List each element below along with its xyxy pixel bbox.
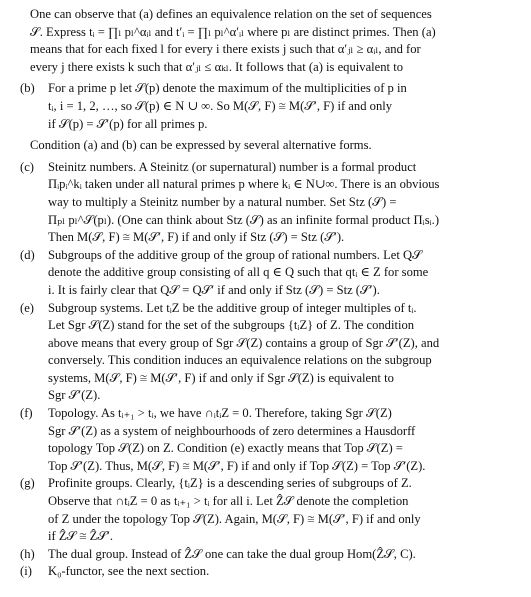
item-profinite-groups (12, 475, 519, 545)
text-line: Sgr 𝒮′(Z) as a system of neighbourhoods of zero determines a Hausdorff (48, 423, 416, 438)
text-line: Πᵢpᵢ^kᵢ taken under all natural primes p where kᵢ ∈ N∪∞. There is an obvious (48, 177, 440, 192)
middle-paragraph: Condition (a) and (b) can be expressed by several alternative forms. (30, 138, 372, 153)
text-line: topology Top 𝒮(Z) on Z. Condition (e) exactly means that Top 𝒮(Z) = (48, 441, 403, 456)
text-line: Steinitz numbers. A Steinitz (or supernatural) number is a formal product (48, 159, 417, 174)
text-line: every j there exists k such that α′ⱼₗ ≤ αₖₗ. It follows that (a) is equivalent to (30, 59, 403, 74)
text-line: above means that every group of Sgr 𝒮(Z) contains a group of Sgr 𝒮′(Z), and (48, 335, 440, 350)
text-line: 𝒮. Express tᵢ = ∏ₗ pₗ^αᵢₗ and t′ᵢ = ∏ₗ pₗ^α′ᵢₗ where pₗ are distinct primes. Then (a) (30, 24, 436, 39)
item-label: (c) (20, 159, 34, 174)
text-line: conversely. This condition induces an equivalence relations on the subgroup (48, 353, 432, 368)
text-line: Then M(𝒮, F) ≅ M(𝒮′, F) if and only if Stz (𝒮) = Stz (𝒮′). (48, 230, 345, 245)
text-line: tᵢ, i = 1, 2, …, so 𝒮(p) ∈ N ∪ ∞. So M(𝒮, F) ≅ M(𝒮′, F) if and only (48, 98, 393, 113)
text-line: if 𝒮(p) = 𝒮′(p) for all primes p. (48, 116, 208, 131)
condition-b (12, 80, 519, 133)
text-line: denote the additive group consisting of all q ∈ Q such that qtᵢ ∈ Z for some (48, 265, 429, 280)
text-line: means that for each fixed l for every i there exists j such that α′ⱼₗ ≥ αᵢₗ, and for (30, 42, 421, 57)
text-line: Profinite groups. Clearly, {tᵢZ} is a descending series of subgroups of Z. (48, 476, 412, 491)
item-label: (i) (20, 564, 32, 579)
item-label: (d) (20, 247, 35, 262)
text-line: Πₚₗ pₗ^𝒮(pₗ). (One can think about Stz (𝒮) as an infinite formal product Πᵢsᵢ.) (48, 212, 440, 227)
text-line: if Ẑ𝒮 ≅ Ẑ𝒮′. (48, 529, 114, 544)
text-line: Top 𝒮′(Z). Thus, M(𝒮, F) ≅ M(𝒮′, F) if and only if Top 𝒮(Z) = Top 𝒮′(Z). (48, 458, 426, 473)
item-k0-functor (12, 563, 519, 581)
text-line: Topology. As tᵢ₊₁ > tᵢ, we have ∩ᵢtᵢZ = 0. Therefore, taking Sgr 𝒮(Z) (48, 406, 392, 421)
item-label: (e) (20, 300, 34, 315)
text-line: Let Sgr 𝒮(Z) stand for the set of the subgroups {tᵢZ} of Z. The condition (48, 318, 415, 333)
text-line: Observe that ∩tᵢZ = 0 as tᵢ₊₁ > tᵢ for all i. Let Ẑ𝒮 denote the completion (48, 494, 409, 509)
text-line: systems, M(𝒮, F) ≅ M(𝒮′, F) if and only if Sgr 𝒮(Z) is equivalent to (48, 370, 394, 385)
item-rational-subgroups (12, 247, 519, 300)
text-line: Sgr 𝒮′(Z). (48, 388, 101, 403)
item-topology (12, 405, 519, 475)
item-label: (g) (20, 476, 35, 491)
text-line: Subgroup systems. Let tᵢZ be the additive group of integer multiples of tᵢ. (48, 300, 417, 315)
item-label: (f) (20, 406, 33, 421)
text-line: of Z under the topology Top 𝒮(Z). Again, M(𝒮, F) ≅ M(𝒮′, F) if and only (48, 511, 421, 526)
text-line: The dual group. Instead of Ẑ𝒮 one can take the dual group Hom(Ẑ𝒮, C). (48, 546, 416, 561)
item-label: (h) (20, 546, 35, 561)
text-line: Subgroups of the additive group of the group of rational numbers. Let Q𝒮 (48, 247, 422, 262)
text-line: One can observe that (a) defines an equivalence relation on the set of sequences (30, 7, 432, 21)
text-line: For a prime p let 𝒮(p) denote the maximum of the multiplicities of p in (48, 81, 407, 96)
text-line: i. It is fairly clear that Q𝒮 = Q𝒮′ if and only if Stz (𝒮) = Stz (𝒮′). (48, 282, 380, 297)
item-dual-group (12, 546, 519, 564)
text-line: K₀-functor, see the next section. (48, 564, 210, 579)
item-steinitz-numbers (12, 159, 519, 247)
text-line: way to multiply a Steinitz number by a natural number. Set Stz (𝒮) = (48, 194, 397, 209)
item-label: (b) (20, 81, 35, 96)
intro-paragraph (12, 6, 519, 76)
item-subgroup-systems (12, 300, 519, 406)
